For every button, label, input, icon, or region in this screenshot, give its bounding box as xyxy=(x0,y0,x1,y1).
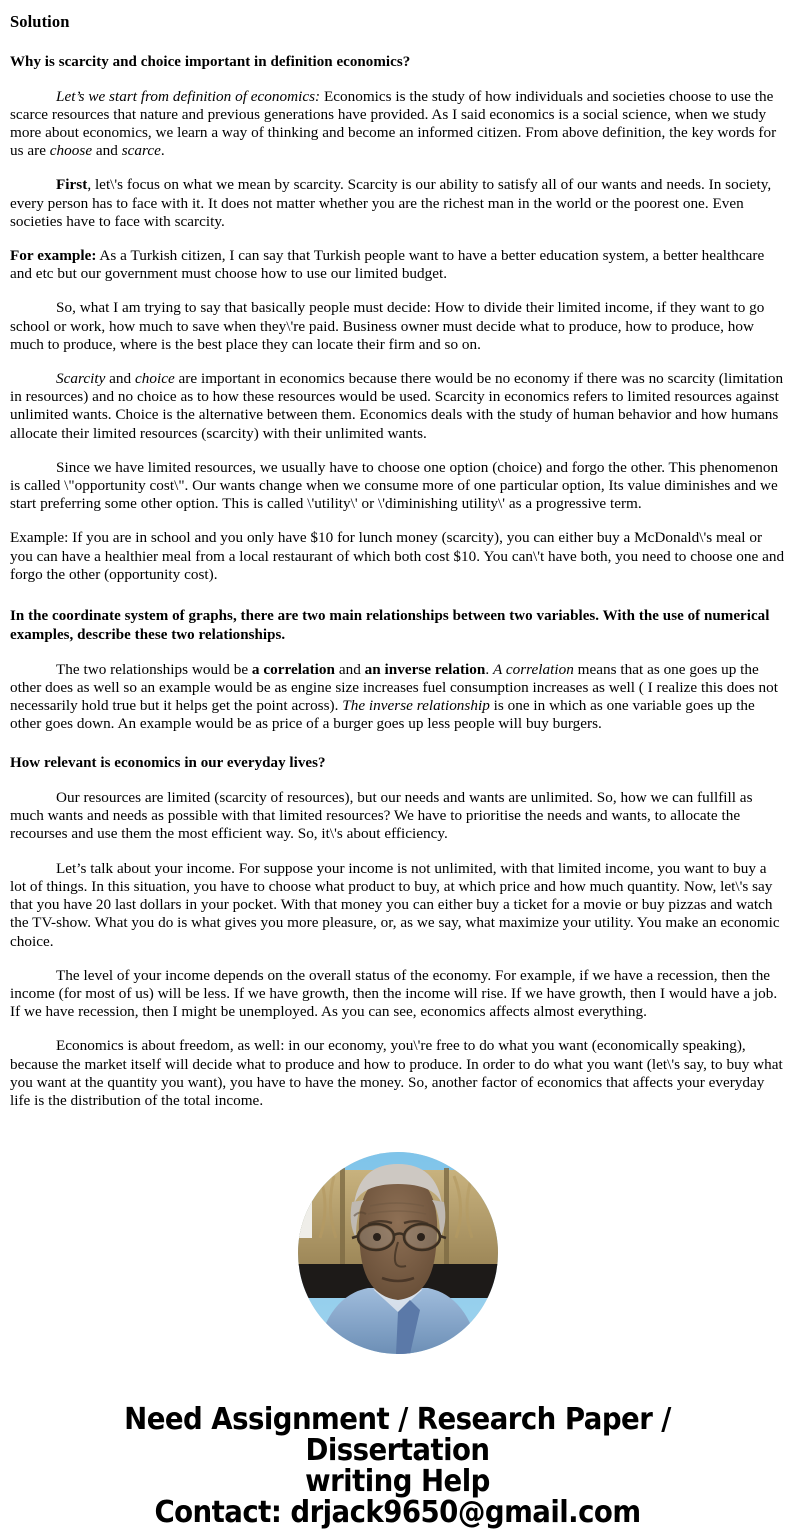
question-heading-2: In the coordinate system of graphs, there are two main relationships between two variables. With the use of numerical examples, describe these two relationships. xyxy=(10,608,770,643)
keyword-scarcity: Scarcity xyxy=(56,369,106,387)
paragraph-first-scarcity xyxy=(10,176,785,231)
question-heading-3: How relevant is economics in our everyday lives? xyxy=(10,755,326,772)
relationships-end: is one in which as one variable goes up the other goes down. An example would be as price of a burger goes up less people will buy burgers. xyxy=(10,696,755,733)
term-inverse-relationship-italic: The inverse relationship xyxy=(342,696,490,714)
for-example-rest: As a Turkish citizen, I can say that Turkish people want to have a better education system, a better healthcare and etc but our government must choose how to use our limited budget. xyxy=(10,246,765,283)
paragraph-definition-rest: Economics is the study of how individuals and societies choose to use the scarce resources that nature and previous generations have provided. As I said economics is a social science, when we study more about economics, we learn a way of thinking and become an informed citizen. From above definition, the key words for us are xyxy=(10,87,777,160)
footer-line-1: Need Assignment / Research Paper / Dissertation xyxy=(124,1402,671,1469)
footer-line-3: Contact: drjack9650@gmail.com xyxy=(154,1495,641,1530)
relationships-and: and xyxy=(335,660,365,678)
relationships-start: The two relationships would be xyxy=(56,660,252,678)
paragraph-example-lunch: Example: If you are in school and you only have $10 for lunch money (scarcity), you can either buy a McDonald\'s meal or you can have a healthier meal from a local restaurant of which both cost $10. You can\'t have both, you need to choose one and forgo the other (opportunity cost). xyxy=(10,529,785,583)
paragraph-scarcity-choice-rest: are important in economics because there would be no economy if there was no scarcity (limitation in resources) and no choice as to how these resources would be used. Scarcity in economics refers to limited resources against unlimited wants. Choice is the alternative between them. Economics deals with the study of human behavior and how humans allocate their limited resources (scarcity) with their unlimited wants. xyxy=(10,369,784,442)
paragraph-definition-mid: and xyxy=(92,142,122,160)
avatar-container xyxy=(10,1152,785,1354)
paragraph-definition-end: . xyxy=(160,142,165,160)
avatar xyxy=(298,1152,498,1354)
term-correlation: a correlation xyxy=(251,660,335,678)
footer-line-2: writing Help xyxy=(305,1464,490,1500)
paragraph-definition-lead: Let’s we start from definition of economics: xyxy=(56,87,321,105)
keyword-scarce: scarce xyxy=(121,142,161,160)
keyword-choice: choice xyxy=(134,369,175,387)
paragraph-freedom: Economics is about freedom, as well: in our economy, you\'re free to do what you want (economically speaking), because the market itself will decide what to produce and how to produce. In order to do what you want (let\'s say, to buy what you want at the quantity you want), you have to have the money. So, another factor of economics that affects your everyday life is the distribution of the total income. xyxy=(10,1037,783,1109)
paragraph-income-level: The level of your income depends on the overall status of the economy. For example, if we have a recession, then the income (for most of us) will be less. If we have growth, then the income will rise. If we have growth, then I would have a job. If we have recession, then I might be unemployed. As you can see, economics affects almost everything. xyxy=(10,966,778,1021)
profile-photo-icon xyxy=(298,1152,498,1354)
term-inverse-relation: an inverse relation xyxy=(364,660,486,678)
term-a-correlation-italic: A correlation xyxy=(493,660,574,678)
paragraph-first-lead: First xyxy=(56,176,88,194)
relationships-mid: means that as one goes up the other does as well so an example would be as engine size increases fuel consumption increases as well ( I realize this does not necessarily hold true but it helps get the point across). xyxy=(10,660,778,714)
relationships-dot: . xyxy=(485,660,494,678)
paragraph-for-example xyxy=(10,247,785,283)
paragraph-people-decide: So, what I am trying to say that basically people must decide: How to divide their limited income, if they want to go school or work, how much to save when they\'re paid. Business owner must decide what to produce, how to produce, how much to produce, where is the best place they can locate their firm and so on. xyxy=(10,299,765,353)
for-example-label: For example: xyxy=(10,246,97,264)
paragraph-scarcity-choice xyxy=(10,370,785,443)
paragraph-scarcity-choice-mid: and xyxy=(105,369,135,387)
question-heading-1: Why is scarcity and choice important in definition economics? xyxy=(10,53,411,70)
paragraph-opportunity-cost: Since we have limited resources, we usually have to choose one option (choice) and forgo the other. This phenomenon is called \"opportunity cost\". Our wants change when we consume more of one particular option, Its value diminishes and we start preferring some other option. This is called \'utility\' or \'diminishing utility\' as a progressive term. xyxy=(10,458,779,513)
footer-promo xyxy=(41,1404,754,1528)
paragraph-income: Let’s talk about your income. For suppose your income is not unlimited, with that limited income, you want to buy a lot of things. In this situation, you have to choose what product to buy, at which price and how much quantity. Now, let\'s say that you have 20 last dollars in your pocket. With that money you can either buy a ticket for a movie or buy pizzas and watch the TV-show. What you do is what gives you more pleasure, or, as we say, what maximize your utility. You make an economic choice. xyxy=(10,859,780,950)
paragraph-definition xyxy=(10,88,785,161)
paragraph-relationships xyxy=(10,661,785,734)
paragraph-resources-limited: Our resources are limited (scarcity of resources), but our needs and wants are unlimited. So, how we can fullfill as much wants and needs as possible with that limited resources? We have to prioritise the needs and wants, to allocate the recourses and use them the most efficient way. So, it\'s about efficiency. xyxy=(10,789,753,843)
page-title: Solution xyxy=(10,12,70,31)
keyword-choose: choose xyxy=(49,142,93,160)
paragraph-first-rest: , let\'s focus on what we mean by scarcity. Scarcity is our ability to satisfy all of our wants and needs. In society, every person has to face with it. It does not matter whether you are the richest man in the world or the poorest one. Even societies have to face with scarcity. xyxy=(10,176,772,230)
